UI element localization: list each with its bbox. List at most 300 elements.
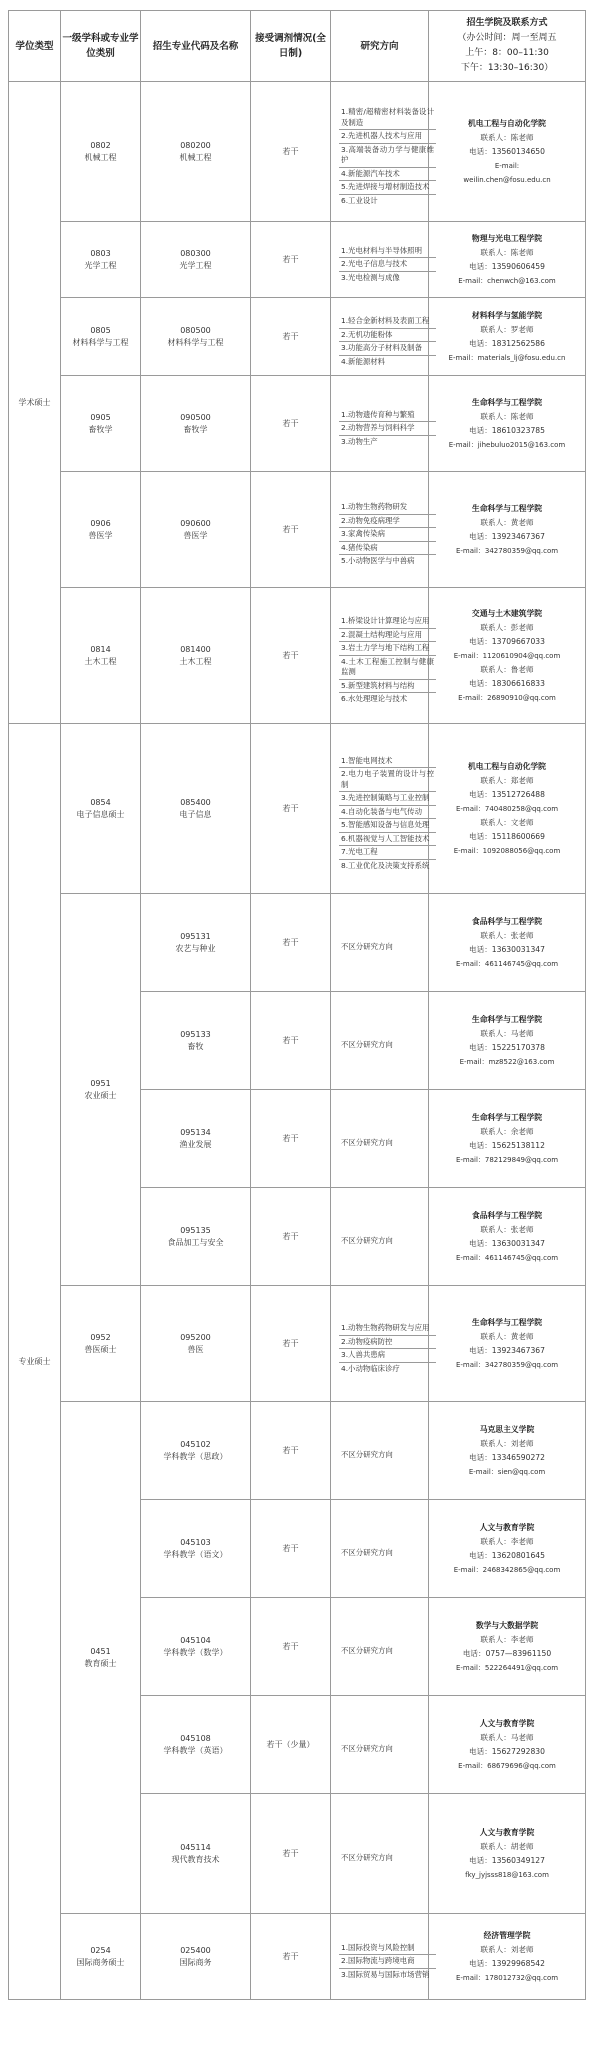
direction-row	[339, 1968, 436, 1981]
direction-item: 1.动物生物药物研发	[339, 501, 436, 514]
direction-cell	[331, 82, 434, 222]
school-name: 生命科学与工程学院	[471, 503, 543, 513]
contact-phone: 电话：18610323785	[469, 425, 545, 435]
direction-list	[339, 1743, 436, 1756]
contact-cell	[429, 1794, 586, 1914]
accept-cell: 若干（少量）	[251, 1696, 331, 1794]
direction-row	[339, 1235, 436, 1248]
contact-person: 联系人：彭老师	[480, 622, 534, 632]
discipline-name: 土木工程	[84, 656, 117, 666]
contact-person: 联系人：郑老师	[480, 775, 534, 785]
contact-phone: 电话：13560349127	[469, 1855, 545, 1865]
direction-cell	[331, 1696, 429, 1794]
direction-cell	[331, 992, 429, 1090]
major-name: 渔业发展	[179, 1139, 212, 1149]
major-cell	[141, 1696, 251, 1794]
table-row	[9, 588, 586, 724]
contact-phone: 电话：13512726488	[469, 789, 545, 799]
direction-list	[339, 409, 436, 449]
contact-email: E-mail：342780359@qq.com	[455, 1360, 559, 1369]
direction-list	[339, 106, 436, 207]
direction-row	[339, 143, 436, 167]
direction-item: 2.无机功能粉体	[339, 328, 436, 342]
contact-cell	[429, 1090, 586, 1188]
contact-phone: 电话：13630031347	[469, 1238, 545, 1248]
direction-item: 5.小动物医学与中兽病	[341, 556, 415, 566]
contact-phone: 电话：13560134650	[469, 146, 545, 156]
accept-cell: 若干	[251, 1794, 331, 1914]
discipline-name: 光学工程	[84, 260, 117, 270]
contact-person: 联系人：刘老师	[480, 1944, 534, 1954]
direction-item: 不区分研究方向	[341, 1236, 393, 1246]
direction-row	[339, 130, 436, 144]
discipline-code: 0805	[90, 325, 111, 335]
direction-item: 3.功能高分子材料及制备	[339, 342, 436, 356]
direction-list	[339, 1137, 436, 1150]
major-name: 食品加工与安全	[167, 1237, 224, 1247]
contact-person: 联系人：罗老师	[480, 324, 534, 334]
major-code: 095134	[180, 1127, 211, 1137]
direction-item: 7.光电工程	[339, 846, 436, 860]
direction-row	[339, 941, 436, 954]
direction-row	[339, 328, 436, 342]
contact-person: 联系人：陈老师	[480, 247, 534, 257]
discipline-code: 0952	[90, 1332, 111, 1342]
contact-cell	[429, 82, 586, 222]
school-name: 人文与教育学院	[479, 1827, 535, 1837]
contact-cell	[429, 1402, 586, 1500]
discipline-name: 兽医硕士	[84, 1344, 117, 1354]
direction-row	[339, 1852, 436, 1865]
major-code: 081400	[180, 644, 211, 654]
contact-phone: 电话：13923467367	[469, 531, 545, 541]
contact-email: E-mail：178012732@qq.com	[455, 1973, 559, 1982]
major-name: 畜牧学	[183, 424, 208, 434]
table-row	[9, 724, 586, 894]
direction-list	[339, 1449, 436, 1462]
major-code: 095131	[180, 931, 211, 941]
accept-cell: 若干	[251, 1188, 331, 1286]
table-row	[9, 472, 586, 588]
contact-cell	[429, 588, 586, 724]
contact-email: E-mail：522264491@qq.com	[455, 1663, 559, 1672]
contact-email: E-mail：2468342865@qq.com	[453, 1565, 561, 1574]
contact-email: E-mail：461146745@qq.com	[455, 959, 559, 968]
discipline-cell	[61, 298, 141, 376]
direction-item: 4.土木工程施工控制与健康监测	[339, 655, 436, 679]
discipline-code: 0451	[90, 1646, 111, 1656]
direction-cell	[331, 298, 429, 376]
header-direction: 研究方向	[331, 11, 429, 82]
contact-cell	[429, 298, 586, 376]
discipline-code: 0803	[90, 248, 111, 258]
direction-row	[339, 271, 436, 284]
major-name: 现代教育技术	[171, 1854, 220, 1864]
direction-row	[339, 1942, 436, 1955]
header-contact-hours-2: 上午：8：00–11:30	[465, 48, 549, 58]
direction-row	[339, 258, 436, 272]
major-cell	[141, 376, 251, 472]
major-cell	[141, 82, 251, 222]
direction-item: 不区分研究方向	[341, 942, 393, 952]
contact-phone: 电话：13590606459	[469, 261, 545, 271]
major-name: 材料科学与工程	[167, 337, 224, 347]
contact-email: E-mail：sien@qq.com	[468, 1467, 546, 1476]
discipline-name: 兽医学	[88, 530, 113, 540]
contact-cell	[429, 894, 586, 992]
header-contact-title: 招生学院及联系方式	[466, 18, 548, 28]
table-body	[9, 82, 586, 2000]
accept-cell: 若干	[251, 298, 331, 376]
direction-row	[339, 1449, 436, 1462]
accept-cell: 若干	[251, 376, 331, 472]
contact-person: 联系人：刘老师	[480, 1438, 534, 1448]
direction-item: 2.国际物流与跨境电商	[339, 1955, 436, 1969]
discipline-cell	[61, 82, 141, 222]
contact-phone: 电话：13923467367	[469, 1345, 545, 1355]
major-cell	[141, 894, 251, 992]
direction-row	[339, 422, 436, 436]
degree-type-professional: 专业硕士	[9, 724, 61, 2000]
direction-row	[339, 342, 436, 356]
school-name: 马克思主义学院	[479, 1424, 535, 1434]
direction-row	[339, 409, 436, 422]
school-name: 生命科学与工程学院	[471, 397, 543, 407]
direction-item: 6.水处理理论与技术	[341, 694, 408, 704]
direction-list	[339, 1039, 436, 1052]
direction-item: 3.家禽传染病	[339, 528, 436, 542]
direction-cell	[331, 1188, 429, 1286]
contact-person: 联系人：黄老师	[480, 1331, 534, 1341]
contact-email: weilin.chen@fosu.edu.cn	[463, 175, 551, 184]
accept-cell: 若干	[251, 1500, 331, 1598]
major-code: 045103	[180, 1537, 211, 1547]
direction-cell	[331, 588, 434, 724]
school-name: 人文与教育学院	[479, 1718, 535, 1728]
major-code: 090500	[180, 412, 211, 422]
contact-person: 联系人：李老师	[480, 1536, 534, 1546]
direction-item: 4.新能源汽车技术	[339, 167, 436, 181]
major-name: 兽医	[187, 1344, 204, 1354]
school-name: 食品科学与工程学院	[471, 1210, 543, 1220]
discipline-code: 0802	[90, 140, 111, 150]
direction-row	[339, 167, 436, 181]
discipline-cell	[61, 472, 141, 588]
major-code: 025400	[180, 1945, 211, 1955]
direction-cell	[331, 1402, 429, 1500]
major-code: 095200	[180, 1332, 211, 1342]
discipline-code: 0854	[90, 797, 111, 807]
major-code: 095135	[180, 1225, 211, 1235]
direction-list	[339, 1547, 436, 1560]
major-cell	[141, 1914, 251, 2000]
header-contact	[429, 11, 586, 82]
contact-person: 联系人：胡老师	[480, 1841, 534, 1851]
direction-row	[339, 1645, 436, 1658]
major-name: 学科教学（数学）	[163, 1647, 228, 1657]
contact-phone-2: 电话：18306616833	[469, 678, 545, 688]
direction-list	[339, 941, 436, 954]
table-row	[9, 894, 586, 992]
direction-row	[339, 1547, 436, 1560]
degree-type-academic: 学术硕士	[9, 82, 61, 724]
discipline-cell	[61, 894, 141, 1286]
contact-person: 联系人：李老师	[480, 1634, 534, 1644]
direction-row	[339, 1137, 436, 1150]
contact-email: fky_jyjsss818@163.com	[465, 1870, 549, 1879]
major-name: 机械工程	[179, 152, 212, 162]
discipline-cell	[61, 1286, 141, 1402]
direction-item: 2.先进机器人技术与应用	[339, 130, 436, 144]
direction-item: 1.桥梁设计计算理论与应用	[339, 615, 436, 628]
major-name: 学科教学（思政）	[163, 1451, 228, 1461]
contact-cell	[429, 992, 586, 1090]
contact-cell	[429, 376, 586, 472]
direction-row	[339, 679, 436, 693]
direction-list	[339, 1235, 436, 1248]
school-name: 生命科学与工程学院	[471, 1014, 543, 1024]
major-cell	[141, 1794, 251, 1914]
major-code: 080300	[180, 248, 211, 258]
direction-item: 1.国际投资与风险控制	[339, 1942, 436, 1955]
contact-person: 联系人：余老师	[480, 1126, 534, 1136]
major-name: 土木工程	[179, 656, 212, 666]
table-row	[9, 222, 586, 298]
direction-row	[339, 355, 436, 368]
discipline-code: 0254	[90, 1945, 111, 1955]
major-name: 畜牧	[187, 1041, 204, 1051]
direction-list	[339, 1645, 436, 1658]
accept-cell: 若干	[251, 588, 331, 724]
contact-person: 联系人：黄老师	[480, 517, 534, 527]
contact-email: E-mail：mz8522@163.com	[459, 1057, 555, 1066]
contact-phone: 电话：15225170378	[469, 1042, 545, 1052]
direction-list	[339, 1942, 436, 1982]
direction-item: 5.新型建筑材料与结构	[339, 679, 436, 693]
major-cell	[141, 992, 251, 1090]
discipline-name: 电子信息硕士	[76, 809, 125, 819]
accept-cell: 若干	[251, 1598, 331, 1696]
direction-item: 不区分研究方向	[341, 1744, 393, 1754]
contact-cell	[429, 222, 586, 298]
accept-cell: 若干	[251, 1286, 331, 1402]
school-name: 经济管理学院	[483, 1930, 531, 1940]
direction-row	[339, 245, 436, 258]
contact-email: E-mail：782129849@qq.com	[455, 1155, 559, 1164]
direction-cell	[331, 472, 429, 588]
direction-item: 不区分研究方向	[341, 1853, 393, 1863]
discipline-code: 0906	[90, 518, 111, 528]
school-name: 生命科学与工程学院	[471, 1317, 543, 1327]
contact-person: 联系人：陈老师	[480, 411, 534, 421]
accept-cell: 若干	[251, 992, 331, 1090]
contact-phone: 电话：18312562586	[469, 338, 545, 348]
contact-email: E-mail：342780359@qq.com	[455, 546, 559, 555]
direction-row	[339, 1743, 436, 1756]
major-cell	[141, 222, 251, 298]
discipline-cell	[61, 588, 141, 724]
accept-cell: 若干	[251, 1090, 331, 1188]
direction-cell	[331, 376, 429, 472]
direction-cell	[331, 1090, 429, 1188]
direction-cell	[331, 1914, 429, 2000]
direction-item: 不区分研究方向	[341, 1138, 393, 1148]
major-name: 农艺与种业	[175, 943, 216, 953]
major-cell	[141, 1500, 251, 1598]
major-cell	[141, 1286, 251, 1402]
direction-item: 不区分研究方向	[341, 1040, 393, 1050]
direction-row	[339, 792, 436, 806]
direction-row	[339, 1335, 436, 1349]
direction-item: 1.光电材料与半导体照明	[339, 245, 436, 258]
direction-item: 1.精密/超精密材料装备设计及制造	[339, 106, 436, 130]
contact-email: E-mail：68679696@qq.com	[458, 1761, 556, 1770]
contact-phone: 电话：13929968542	[469, 1958, 545, 1968]
table-row	[9, 298, 586, 376]
direction-row	[339, 615, 436, 628]
direction-item: 4.自动化装备与电气传动	[339, 805, 436, 819]
direction-item: 3.动物生产	[341, 436, 378, 446]
contact-cell	[429, 1598, 586, 1696]
direction-item: 不区分研究方向	[341, 1646, 393, 1656]
school-name: 机电工程与自动化学院	[468, 118, 546, 128]
direction-row	[339, 693, 436, 706]
major-code: 080200	[180, 140, 211, 150]
discipline-cell	[61, 724, 141, 894]
contact-phone: 电话：13630031347	[469, 944, 545, 954]
direction-row	[339, 1362, 436, 1375]
contact-email: E-mail：740480258@qq.com	[455, 804, 559, 813]
discipline-name: 材料科学与工程	[72, 337, 129, 347]
direction-row	[339, 315, 436, 328]
contact-cell	[429, 1188, 586, 1286]
contact-person: 联系人：马老师	[480, 1732, 534, 1742]
school-name: 人文与教育学院	[479, 1522, 535, 1532]
school-name: 材料科学与氢能学院	[471, 310, 543, 320]
direction-row	[339, 181, 436, 195]
direction-item: 1.轻合金新材料及表面工程	[339, 315, 436, 328]
discipline-cell	[61, 376, 141, 472]
discipline-cell	[61, 1914, 141, 2000]
direction-row	[339, 435, 436, 448]
direction-item: 1.智能电网技术	[339, 755, 436, 768]
direction-list	[339, 755, 436, 873]
direction-cell	[331, 1794, 429, 1914]
header-contact-hours-1: （办公时间：周一至周五	[457, 33, 557, 43]
contact-person: 联系人：陈老师	[480, 132, 534, 142]
contact-email: E-mail：chenwch@163.com	[458, 276, 556, 285]
table-row	[9, 82, 586, 222]
school-name: 数学与大数据学院	[475, 1620, 539, 1630]
direction-row	[339, 832, 436, 846]
discipline-name: 教育硕士	[84, 1658, 117, 1668]
discipline-name: 机械工程	[84, 152, 117, 162]
direction-item: 5.先进焊接与增材制造技术	[339, 181, 436, 195]
direction-cell	[331, 1598, 429, 1696]
major-cell	[141, 1598, 251, 1696]
major-name: 电子信息	[179, 809, 212, 819]
header-major: 招生专业代码及名称	[141, 11, 251, 82]
accept-cell: 若干	[251, 1914, 331, 2000]
major-code: 080500	[180, 325, 211, 335]
header-degree-type: 学位类型	[9, 11, 61, 82]
major-cell	[141, 1402, 251, 1500]
contact-cell	[429, 1696, 586, 1794]
direction-row	[339, 846, 436, 860]
accept-cell: 若干	[251, 82, 331, 222]
contact-phone: 电话：15625138112	[469, 1140, 545, 1150]
direction-row	[339, 768, 436, 792]
direction-row	[339, 805, 436, 819]
major-cell	[141, 1090, 251, 1188]
contact-person-2: 联系人：鲁老师	[480, 664, 534, 674]
accept-cell: 若干	[251, 1402, 331, 1500]
direction-item: 3.国际贸易与国际市场营销	[341, 1969, 430, 1979]
contact-email: E-mail：materials_lj@fosu.edu.cn	[448, 353, 566, 362]
contact-phone: 电话：13620801645	[469, 1550, 545, 1560]
direction-item: 8.工业优化及决策支持系统	[341, 860, 430, 870]
direction-cell	[331, 894, 429, 992]
major-code: 045102	[180, 1439, 211, 1449]
contact-person: 联系人：张老师	[480, 930, 534, 940]
direction-item: 1.动物遗传育种与繁殖	[339, 409, 436, 422]
table-row	[9, 376, 586, 472]
discipline-code: 0814	[90, 644, 111, 654]
header-contact-hours-3: 下午：13:30–16:30）	[460, 63, 554, 73]
contact-cell	[429, 1286, 586, 1402]
direction-item: 4.猪传染病	[339, 541, 436, 555]
direction-cell	[331, 222, 429, 298]
discipline-name: 国际商务硕士	[76, 1957, 125, 1967]
direction-row	[339, 106, 436, 130]
major-code: 045104	[180, 1635, 211, 1645]
contact-cell	[429, 1500, 586, 1598]
contact-email: E-mail：jihebuluo2015@163.com	[448, 440, 566, 449]
contact-email-label: E-mail:	[494, 161, 520, 170]
direction-list	[339, 1322, 436, 1375]
direction-row	[339, 1322, 436, 1335]
contact-email-2: E-mail：26890910@qq.com	[458, 693, 556, 702]
direction-item: 6.机器视觉与人工智能技术	[339, 832, 436, 846]
direction-row	[339, 755, 436, 768]
major-code: 045108	[180, 1733, 211, 1743]
direction-list	[339, 1852, 436, 1865]
direction-list	[339, 501, 436, 568]
table-row	[9, 1914, 586, 2000]
direction-item: 1.动物生物药物研发与应用	[339, 1322, 436, 1335]
direction-row	[339, 1039, 436, 1052]
table-row	[9, 1402, 586, 1500]
direction-item: 2.混凝土结构理论与应用	[339, 628, 436, 642]
direction-row	[339, 194, 436, 207]
direction-row	[339, 528, 436, 542]
accept-cell: 若干	[251, 222, 331, 298]
header-accept: 接受调剂情况(全日制)	[251, 11, 331, 82]
major-code: 045114	[180, 1842, 211, 1852]
school-name: 食品科学与工程学院	[471, 916, 543, 926]
major-code: 085400	[180, 797, 211, 807]
school-name: 交通与土木建筑学院	[471, 608, 543, 618]
major-cell	[141, 724, 251, 894]
major-name: 光学工程	[179, 260, 212, 270]
direction-cell	[331, 1286, 429, 1402]
direction-item: 3.光电检测与成像	[341, 272, 400, 282]
discipline-name: 农业硕士	[84, 1090, 117, 1100]
direction-row	[339, 859, 436, 872]
direction-row	[339, 514, 436, 528]
discipline-code: 0951	[90, 1078, 111, 1088]
direction-row	[339, 555, 436, 568]
